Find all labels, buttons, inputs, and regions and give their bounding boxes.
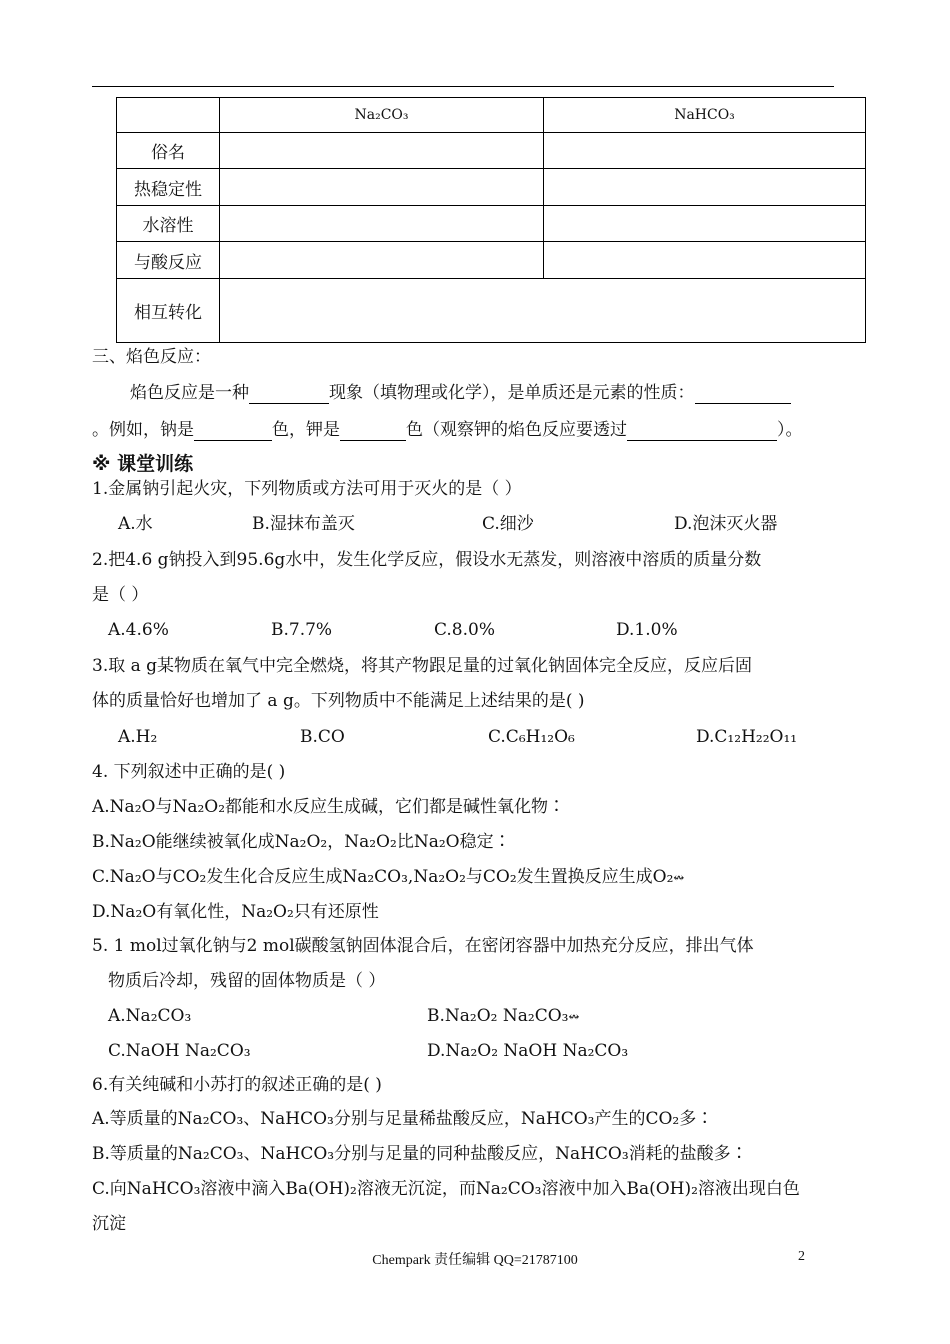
q3-option-a: A.H₂ xyxy=(118,727,158,747)
q2-option-d: D.1.0% xyxy=(616,620,678,640)
q3-stem-2: 体的质量恰好也增加了 a g。下列物质中不能满足上述结果的是( ) xyxy=(92,691,585,711)
row-label: 俗名 xyxy=(117,133,220,169)
fill-blank[interactable] xyxy=(340,418,406,441)
swirl-icon: ↭ xyxy=(673,871,685,886)
row-label: 相互转化 xyxy=(117,279,220,343)
q1-option-c: C.细沙 xyxy=(482,514,534,534)
q4-stem: 4. 下列叙述中正确的是( ) xyxy=(92,762,286,782)
q2-stem-2: 是（ ） xyxy=(92,585,149,605)
q2-stem-1: 2.把4.6 g钠投入到95.6g水中，发生化学反应，假设水无蒸发，则溶液中溶质的质量分数 xyxy=(92,550,762,570)
section-3-title: 三、焰色反应： xyxy=(92,347,211,367)
table-row xyxy=(117,169,866,206)
fill-blank[interactable] xyxy=(249,381,329,404)
practice-heading: ※ 课堂训练 xyxy=(92,453,194,475)
swirl-icon: ↭ xyxy=(568,1010,580,1025)
q5-option-c: C.NaOH Na₂CO₃ xyxy=(108,1041,251,1061)
q5-option-b-line xyxy=(427,1005,579,1029)
q5-option-a: A.Na₂CO₃ xyxy=(108,1006,192,1026)
table-row xyxy=(117,206,866,242)
q4-option-b: B.Na₂O能继续被氧化成Na₂O₂，Na₂O₂比Na₂O稳定∶ xyxy=(92,832,511,852)
fill-blank[interactable] xyxy=(695,381,791,404)
table-row xyxy=(117,242,866,279)
comparison-table xyxy=(116,97,866,343)
header-nahco3: NaHCO₃ xyxy=(544,98,866,133)
q5-stem-2: 物质后冷却，残留的固体物质是（ ） xyxy=(108,971,386,991)
q6-stem: 6.有关纯碱和小苏打的叙述正确的是( ) xyxy=(92,1075,382,1095)
q3-stem-1: 3.取 a g某物质在氧气中完全燃烧，将其产物跟足量的过氧化钠固体完全反应，反应后固 xyxy=(92,656,753,676)
q3-option-c: C.C₆H₁₂O₆ xyxy=(488,727,575,747)
q3-option-b: B.CO xyxy=(300,727,345,747)
q1-stem: 1.金属钠引起火灾，下列物质或方法可用于灭火的是（ ） xyxy=(92,479,522,499)
header-rule xyxy=(92,86,834,87)
q1-option-a: A.水 xyxy=(118,514,153,534)
fill-blank[interactable] xyxy=(627,418,777,441)
q4-option-d: D.Na₂O有氧化性，Na₂O₂只有还原性 xyxy=(92,902,379,922)
table-header-row xyxy=(117,98,866,133)
q6-option-c-2: 沉淀 xyxy=(92,1214,126,1234)
q4-option-c-line xyxy=(92,866,684,890)
footer-credit: Chempark 责任编辑 QQ=21787100 xyxy=(372,1253,578,1268)
row-label: 热稳定性 xyxy=(117,169,220,206)
flame-test-line-2: 。例如，钠是 色，钾是 色（观察钾的焰色反应要透过 ）。 xyxy=(92,420,803,440)
page-number: 2 xyxy=(798,1249,805,1264)
table-row xyxy=(117,133,866,169)
flame-test-line-1: 焰色反应是一种 现象（填物理或化学），是单质还是元素的性质： xyxy=(130,381,791,404)
q6-option-a: A.等质量的Na₂CO₃、NaHCO₃分别与足量稀盐酸反应，NaHCO₃产生的CO₂多∶ xyxy=(92,1109,714,1129)
q5-option-b: B.Na₂O₂ Na₂CO₃ xyxy=(427,1006,569,1026)
q6-option-b: B.等质量的Na₂CO₃、NaHCO₃分别与足量的同种盐酸反应，NaHCO₃消耗的盐酸多∶ xyxy=(92,1144,748,1164)
q6-option-c-1: C.向NaHCO₃溶液中滴入Ba(OH)₂溶液无沉淀，而Na₂CO₃溶液中加入Ba(OH)₂溶液出现白色 xyxy=(92,1179,800,1199)
q3-option-d: D.C₁₂H₂₂O₁₁ xyxy=(696,727,798,747)
q2-option-a: A.4.6% xyxy=(108,620,169,640)
q1-option-b: B.湿抹布盖灭 xyxy=(252,514,355,534)
fill-blank[interactable] xyxy=(194,418,272,441)
q4-option-c: C.Na₂O与CO₂发生化合反应生成Na₂CO₃,Na₂O₂与CO₂发生置换反应生成O₂ xyxy=(92,867,674,887)
q1-option-d: D.泡沫灭火器 xyxy=(674,514,778,534)
q2-option-b: B.7.7% xyxy=(271,620,333,640)
table-corner-cell xyxy=(117,98,220,133)
table-row xyxy=(117,279,866,343)
q5-option-d: D.Na₂O₂ NaOH Na₂CO₃ xyxy=(427,1041,629,1061)
q2-option-c: C.8.0% xyxy=(434,620,495,640)
row-label: 水溶性 xyxy=(117,206,220,242)
header-na2co3: Na₂CO₃ xyxy=(220,98,544,133)
row-label: 与酸反应 xyxy=(117,242,220,279)
q5-stem-1: 5. 1 mol过氧化钠与2 mol碳酸氢钠固体混合后，在密闭容器中加热充分反应，排出气体 xyxy=(92,936,754,956)
q4-option-a: A.Na₂O与Na₂O₂都能和水反应生成碱，它们都是碱性氧化物∶ xyxy=(92,797,566,817)
